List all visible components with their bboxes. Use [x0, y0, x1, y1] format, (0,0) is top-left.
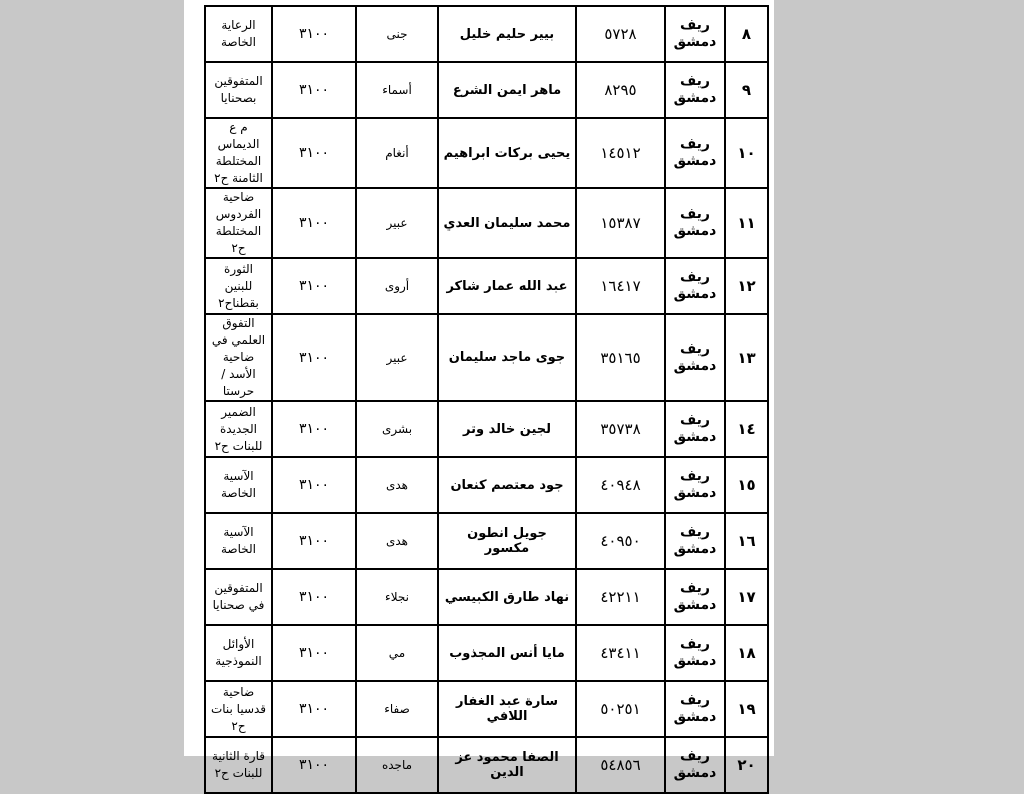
exam-number: ٤٣٤١١	[576, 625, 665, 681]
mother-name: عبير	[356, 188, 438, 258]
table-row	[205, 6, 768, 62]
table-row	[205, 513, 768, 569]
row-number: ١٠	[725, 118, 768, 188]
student-name: سارة عبد الغفار اللافي	[438, 681, 576, 737]
row-number: ١٨	[725, 625, 768, 681]
total-score: ٣١٠٠	[272, 6, 356, 62]
school-name: الرعاية الخاصة	[205, 6, 272, 62]
total-score: ٣١٠٠	[272, 513, 356, 569]
school-name: التفوق العلمي في ضاحية الأسد /حرستا	[205, 314, 272, 401]
row-number: ١١	[725, 188, 768, 258]
governorate: ريف دمشق	[665, 737, 725, 793]
results-table	[204, 5, 769, 794]
mother-name: أسماء	[356, 62, 438, 118]
exam-number: ٣٥٧٣٨	[576, 401, 665, 457]
row-number: ٨	[725, 6, 768, 62]
exam-number: ٥٤٨٥٦	[576, 737, 665, 793]
total-score: ٣١٠٠	[272, 62, 356, 118]
school-name: ضاحية الفردوس المختلطة ح٢	[205, 188, 272, 258]
school-name: الضمير الجديدة للبنات ح٢	[205, 401, 272, 457]
school-name: الثورة للبنين بقطناح٢	[205, 258, 272, 314]
total-score: ٣١٠٠	[272, 188, 356, 258]
governorate: ريف دمشق	[665, 314, 725, 401]
student-name: جوى ماجد سليمان	[438, 314, 576, 401]
row-number: ٢٠	[725, 737, 768, 793]
governorate: ريف دمشق	[665, 457, 725, 513]
mother-name: نجلاء	[356, 569, 438, 625]
school-name: ضاحية قدسيا بنات ح٢	[205, 681, 272, 737]
student-name: جود معتصم كنعان	[438, 457, 576, 513]
student-name: مايا أنس المجذوب	[438, 625, 576, 681]
student-name: بيير حليم خليل	[438, 6, 576, 62]
student-name: الصفا محمود عز الدين	[438, 737, 576, 793]
school-name: المتفوقين في صحنايا	[205, 569, 272, 625]
table-row	[205, 569, 768, 625]
student-name: يحيى بركات ابراهيم	[438, 118, 576, 188]
student-name: جويل انطون مكسور	[438, 513, 576, 569]
school-name: الأوائل النموذجية	[205, 625, 272, 681]
governorate: ريف دمشق	[665, 118, 725, 188]
total-score: ٣١٠٠	[272, 118, 356, 188]
total-score: ٣١٠٠	[272, 737, 356, 793]
table-row	[205, 118, 768, 188]
student-name: ماهر ايمن الشرع	[438, 62, 576, 118]
mother-name: عبير	[356, 314, 438, 401]
exam-number: ٣٥١٦٥	[576, 314, 665, 401]
table-row	[205, 314, 768, 401]
row-number: ١٢	[725, 258, 768, 314]
student-name: لجين خالد وتر	[438, 401, 576, 457]
mother-name: هدى	[356, 457, 438, 513]
exam-number: ٥٠٢٥١	[576, 681, 665, 737]
governorate: ريف دمشق	[665, 513, 725, 569]
school-name: م ع الديماس المختلطة الثامنة ح٢	[205, 118, 272, 188]
school-name: قارة الثانية للبنات ح٢	[205, 737, 272, 793]
row-number: ١٥	[725, 457, 768, 513]
mother-name: ماجده	[356, 737, 438, 793]
exam-number: ١٦٤١٧	[576, 258, 665, 314]
table-row	[205, 401, 768, 457]
mother-name: هدى	[356, 513, 438, 569]
total-score: ٣١٠٠	[272, 569, 356, 625]
table-row	[205, 188, 768, 258]
exam-number: ٤٢٢١١	[576, 569, 665, 625]
total-score: ٣١٠٠	[272, 258, 356, 314]
mother-name: جنى	[356, 6, 438, 62]
exam-number: ١٥٣٨٧	[576, 188, 665, 258]
governorate: ريف دمشق	[665, 681, 725, 737]
school-name: الآسية الخاصة	[205, 457, 272, 513]
row-number: ٩	[725, 62, 768, 118]
mother-name: بشرى	[356, 401, 438, 457]
table-row	[205, 457, 768, 513]
row-number: ١٣	[725, 314, 768, 401]
table-row	[205, 737, 768, 793]
results-table-body	[205, 6, 768, 793]
governorate: ريف دمشق	[665, 625, 725, 681]
exam-number: ٤٠٩٥٠	[576, 513, 665, 569]
student-name: عبد الله عمار شاكر	[438, 258, 576, 314]
table-row	[205, 625, 768, 681]
row-number: ١٤	[725, 401, 768, 457]
governorate: ريف دمشق	[665, 6, 725, 62]
governorate: ريف دمشق	[665, 62, 725, 118]
exam-number: ٨٢٩٥	[576, 62, 665, 118]
total-score: ٣١٠٠	[272, 457, 356, 513]
table-row	[205, 62, 768, 118]
mother-name: أنغام	[356, 118, 438, 188]
school-name: المتفوقين بصحنايا	[205, 62, 272, 118]
row-number: ١٧	[725, 569, 768, 625]
mother-name: صفاء	[356, 681, 438, 737]
row-number: ١٦	[725, 513, 768, 569]
table-row	[205, 681, 768, 737]
document-page	[184, 0, 774, 781]
table-row	[205, 258, 768, 314]
total-score: ٣١٠٠	[272, 401, 356, 457]
row-number: ١٩	[725, 681, 768, 737]
student-name: محمد سليمان العدي	[438, 188, 576, 258]
school-name: الآسية الخاصة	[205, 513, 272, 569]
exam-number: ١٤٥١٢	[576, 118, 665, 188]
exam-number: ٥٧٢٨	[576, 6, 665, 62]
governorate: ريف دمشق	[665, 258, 725, 314]
total-score: ٣١٠٠	[272, 314, 356, 401]
governorate: ريف دمشق	[665, 401, 725, 457]
mother-name: أروى	[356, 258, 438, 314]
governorate: ريف دمشق	[665, 569, 725, 625]
exam-number: ٤٠٩٤٨	[576, 457, 665, 513]
student-name: نهاد طارق الكبيسي	[438, 569, 576, 625]
governorate: ريف دمشق	[665, 188, 725, 258]
mother-name: مي	[356, 625, 438, 681]
total-score: ٣١٠٠	[272, 625, 356, 681]
total-score: ٣١٠٠	[272, 681, 356, 737]
